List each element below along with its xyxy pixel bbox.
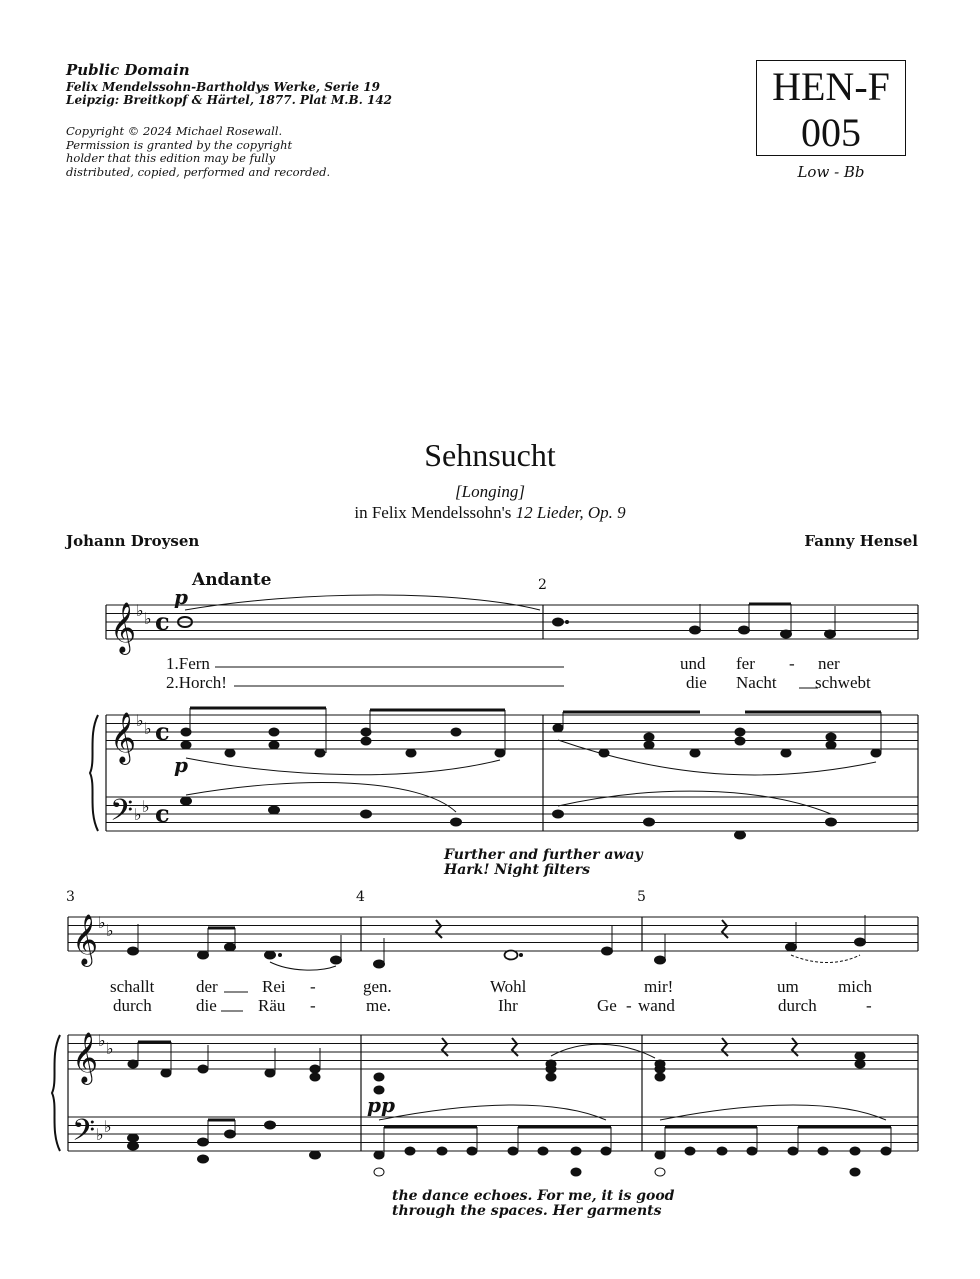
copyright-line: Copyright © 2024 Michael Rosewall. bbox=[66, 124, 283, 138]
svg-text:c: c bbox=[155, 607, 170, 636]
lyric: - bbox=[866, 996, 872, 1015]
copyright-line: Permission is granted by the copyright bbox=[66, 137, 293, 152]
lyric: Räu bbox=[258, 996, 286, 1015]
treble-clef: 𝄞 bbox=[110, 602, 137, 653]
lyric: durch bbox=[778, 996, 817, 1015]
lyric: die bbox=[686, 673, 707, 692]
dynamic-piano: p bbox=[174, 753, 188, 777]
piano-treble-staff-1 bbox=[106, 715, 918, 749]
svg-text:♭: ♭ bbox=[104, 1117, 112, 1136]
dynamic-piano: pp bbox=[367, 1093, 395, 1117]
piano-bass-staff-2 bbox=[68, 1117, 918, 1151]
lyric: schallt bbox=[110, 977, 155, 996]
treble-clef: 𝄞 bbox=[110, 712, 137, 763]
treble-clef: 𝄞 bbox=[72, 1032, 99, 1083]
svg-text:♭: ♭ bbox=[106, 921, 114, 940]
poet-name: Johann Droysen bbox=[66, 532, 200, 550]
dynamic-voice: p bbox=[174, 585, 188, 609]
measure-number: 4 bbox=[356, 889, 365, 905]
lyric: Wohl bbox=[490, 977, 527, 996]
svg-text:♭: ♭ bbox=[144, 609, 152, 628]
lyric: mich bbox=[838, 977, 872, 996]
lyric: Rei bbox=[262, 977, 286, 996]
notes-system-2 bbox=[128, 915, 892, 1176]
piano-brace-2 bbox=[52, 1035, 60, 1151]
voice-type: Low - Bb bbox=[797, 163, 865, 181]
lyric: die bbox=[196, 996, 217, 1015]
svg-text:♭: ♭ bbox=[98, 1031, 106, 1050]
collection-prefix: in Felix Mendelssohn's bbox=[354, 503, 516, 522]
lyric: - bbox=[789, 654, 795, 673]
lyric: me. bbox=[366, 996, 392, 1015]
notes-system-1 bbox=[178, 595, 881, 839]
composer-name: Fanny Hensel bbox=[804, 532, 918, 550]
lyric: - bbox=[310, 977, 316, 996]
lyric: Ge bbox=[597, 996, 617, 1015]
lyric-extenders bbox=[215, 667, 818, 1011]
catalog-line-2: 005 bbox=[801, 110, 861, 155]
title-translation: [Longing] bbox=[455, 482, 525, 501]
bass-clef: 𝄢 bbox=[110, 794, 134, 835]
collection-name: 12 Lieder, Op. 9 bbox=[515, 503, 626, 522]
svg-text:c: c bbox=[155, 717, 170, 746]
song-title: Sehnsucht bbox=[424, 437, 556, 473]
catalog-line-1: HEN-F bbox=[772, 64, 890, 109]
measure-number: 2 bbox=[538, 577, 547, 593]
lyric: schwebt bbox=[815, 673, 871, 692]
lyric: der bbox=[196, 977, 218, 996]
lyric: 2.Horch! bbox=[166, 673, 227, 692]
svg-text:♭: ♭ bbox=[96, 1125, 104, 1144]
lyric: gen. bbox=[363, 977, 392, 996]
lyric: um bbox=[777, 977, 799, 996]
source-line-1: Felix Mendelssohn-Bartholdys Werke, Serie 19 bbox=[66, 80, 380, 94]
lyric: durch bbox=[113, 996, 152, 1015]
lyric: Nacht bbox=[736, 673, 777, 692]
clefs-and-signatures bbox=[72, 601, 170, 1155]
svg-text:c: c bbox=[155, 799, 170, 828]
piano-bass-staff-1 bbox=[106, 797, 918, 831]
translation-line: the dance echoes. For me, it is good bbox=[392, 1188, 675, 1204]
lyric: - bbox=[310, 996, 316, 1015]
lyric: fer bbox=[736, 654, 755, 673]
lyric: und bbox=[680, 654, 706, 673]
lyric: Ihr bbox=[498, 996, 518, 1015]
treble-clef: 𝄞 bbox=[72, 914, 99, 965]
translation-line: through the spaces. Her garments bbox=[392, 1203, 662, 1219]
svg-text:♭: ♭ bbox=[142, 797, 150, 816]
tempo-marking: Andante bbox=[192, 570, 272, 590]
lyric: wand bbox=[638, 996, 675, 1015]
lyric: ner bbox=[818, 654, 840, 673]
measure-number: 3 bbox=[66, 889, 75, 905]
translation-line: Further and further away bbox=[444, 847, 643, 863]
svg-text:♭: ♭ bbox=[134, 805, 142, 824]
translation-line: Hark! Night filters bbox=[444, 862, 590, 878]
copyright-line: holder that this edition may be fully bbox=[66, 151, 276, 165]
svg-text:♭: ♭ bbox=[144, 719, 152, 738]
voice-staff-1 bbox=[106, 605, 918, 639]
lyric: 1.Fern bbox=[166, 654, 210, 673]
piano-treble-staff-2 bbox=[68, 1035, 918, 1069]
piano-brace-1 bbox=[90, 715, 98, 831]
source-line-2: Leipzig: Breitkopf & Härtel, 1877. Plat M.B. 142 bbox=[66, 93, 393, 107]
measure-number: 5 bbox=[637, 889, 646, 905]
svg-text:♭: ♭ bbox=[98, 913, 106, 932]
bass-clef: 𝄢 bbox=[72, 1114, 96, 1155]
svg-text:♭: ♭ bbox=[136, 601, 144, 620]
lyric: - bbox=[626, 996, 632, 1015]
lyric: mir! bbox=[644, 977, 674, 996]
svg-text:♭: ♭ bbox=[106, 1039, 114, 1058]
copyright-line: distributed, copied, performed and recorded. bbox=[66, 164, 331, 179]
public-domain-label: Public Domain bbox=[66, 61, 190, 79]
svg-text:♭: ♭ bbox=[136, 711, 144, 730]
